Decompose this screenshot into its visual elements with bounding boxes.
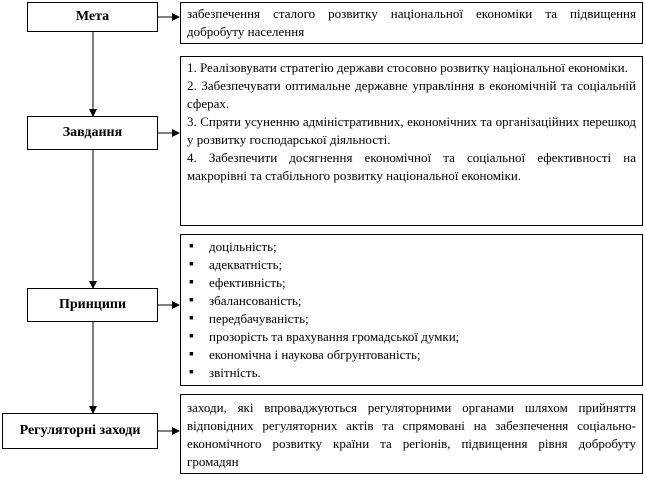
principle-item: ▪ доцільність; bbox=[187, 238, 636, 256]
meta-label: Мета bbox=[75, 9, 110, 24]
measures-label: Регуляторні заходи bbox=[19, 423, 141, 438]
principles-label-box bbox=[27, 288, 158, 322]
principles-list bbox=[187, 238, 636, 382]
meta-description-box bbox=[180, 2, 643, 44]
principle-item: ▪ економічна і наукова обгрунтованість; bbox=[187, 346, 636, 364]
principles-list-box bbox=[180, 234, 643, 386]
measures-description: заходи, які впроваджуються регуляторними органами шляхом прийняття відповідних регуляторних актів та спрямовані на забезпечення соціально-економічного розвитку країни та регіонів, підвищення рівня добробуту громадян bbox=[187, 400, 636, 469]
task-item-1: 1. Реалізовувати стратегію держави стосовно розвитку національної економіки. bbox=[187, 60, 628, 75]
tasks-label: Завдання bbox=[62, 125, 123, 140]
tasks-list-box bbox=[180, 56, 643, 226]
principles-label: Принципи bbox=[58, 297, 127, 312]
principle-item: ▪ звітність. bbox=[187, 364, 636, 382]
task-item-4: 4. Забезпечити досягнення економічної та соціальної ефективності на макрорівні та стабільного розвитку національної економіки. bbox=[187, 150, 636, 183]
principle-item: ▪ передбачуваність; bbox=[187, 310, 636, 328]
task-item-3: 3. Спряти усуненню адміністративних, економічних та організаційних перешкод у розвитку господарської діяльності. bbox=[187, 114, 636, 147]
measures-label-box bbox=[2, 413, 158, 449]
principle-item: ▪ збалансованість; bbox=[187, 292, 636, 310]
meta-description: забезпечення сталого розвитку національної економіки та підвищення добробуту населення bbox=[187, 6, 636, 39]
meta-label-box bbox=[27, 2, 158, 32]
principle-item: ▪ адекватність; bbox=[187, 256, 636, 274]
tasks-label-box bbox=[27, 116, 158, 150]
measures-description-box bbox=[180, 394, 643, 474]
principle-item: ▪ ефективність; bbox=[187, 274, 636, 292]
principle-item: ▪ прозорість та врахування громадської думки; bbox=[187, 328, 636, 346]
task-item-2: 2. Забезпечувати оптимальне державне управління в економічній та соціальній сферах. bbox=[187, 78, 636, 111]
